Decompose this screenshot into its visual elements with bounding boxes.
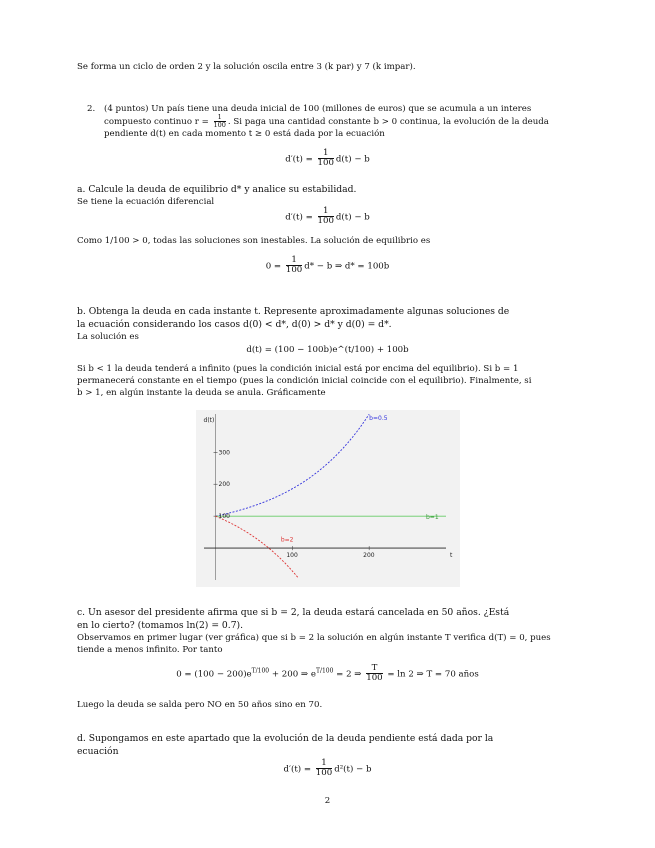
series-label-0: b=0.5 [369,415,388,422]
section-b-text3: permanecerá constante en el tiempo (pues la condición inicial coincide con el equilibrio). Finalmente, si [77,376,532,386]
section-a-text1: Se tiene la ecuación diferencial [77,197,215,207]
question-2-line2 [104,114,578,129]
section-a-text2: Como 1/100 > 0, todas las soluciones son inestables. La solución de equilibrio es [77,236,431,246]
section-c-title1: c. Un asesor del presidente afirma que si b = 2, la deuda estará cancelada en 50 años. ¿Está [77,607,510,618]
section-b-title2: la ecuación considerando los casos d(0) < d*, d(0) > d* y d(0) = d*. [77,319,392,330]
question-2-line3: pendiente d(t) en cada momento t ≥ 0 está dada por la ecuación [104,129,385,139]
y-axis-label: d(t) [203,417,215,424]
section-c-text2: tiende a menos infinito. Por tanto [77,645,223,655]
x-axis-label: t [450,552,453,560]
equation-2: d′(t) = $\frac{1}{100}$ d(t) − b [285,206,370,227]
chart-background [196,410,460,587]
y-tick-label: 300 [218,449,230,457]
section-c-text1: Observamos en primer lugar (ver gráfica) que si b = 2 la solución en algún instante T verifica d(T) = 0, pues [77,633,551,643]
equation-5: $0 = (100 - 200)e^{T/100} + 200$ ⇒ $e^{T/100} = 2$ ⇒ $\frac{T}{100}$ = ln 2 ⇒ T = 70 años [176,663,479,684]
section-a-title: a. Calcule la deuda de equilibrio d* y analice su estabilidad. [77,184,357,195]
section-d-title1: d. Supongamos en este apartado que la evolución de la deuda pendiente está dada por la [77,733,494,744]
solutions-chart [196,410,460,587]
section-c-text3: Luego la deuda se salda pero NO en 50 años sino en 70. [77,700,323,710]
section-b-text2: Si b < 1 la deuda tenderá a infinito (pues la condición inicial está por encima del equilibrio). Si b = 1 [77,364,519,374]
equation-6: d′(t) = $\frac{1}{100}$ d²(t) − b [283,758,372,779]
question-2-line1: (4 puntos) Un país tiene una deuda inicial de 100 (millones de euros) que se acumula a un interes [104,104,532,114]
x-tick-label: 200 [363,552,375,560]
section-b-text1: La solución es [77,332,139,342]
x-tick-label: 100 [286,552,298,560]
q2-text: compuesto continuo r = [104,117,212,128]
section-b-text4: b > 1, en algún instante la deuda se anula. Gráficamente [77,388,326,398]
section-d-title2: ecuación [77,746,119,757]
y-tick-label: 100 [218,513,230,521]
equation-4: d(t) = (100 − 100b)e^(t/100) + 100b [246,345,409,355]
equation-3: 0 = $\frac{1}{100}$ d* − b ⇒ d* = 100b [265,255,390,276]
page-number: 2 [324,796,331,806]
series-label-2: b=2 [280,536,294,544]
question-number: 2. [87,104,96,114]
q2-text: . Si paga una cantidad constante b > 0 continua, la evolución de la deuda [227,117,549,128]
rate-fraction: $\frac{1}{100}$ [213,113,226,130]
section-c-title2: en lo cierto? (tomamos ln(2) = 0.7). [77,620,244,631]
series-label-1: b=1 [426,514,439,522]
section-b-title1: b. Obtenga la deuda en cada instante t. Represente aproximadamente algunas soluciones de [77,306,510,317]
y-tick-label: 200 [218,481,230,489]
equation-1: d′(t) = $\frac{1}{100}$ d(t) − b [285,148,370,169]
paragraph-cycle: Se forma un ciclo de orden 2 y la solución oscila entre 3 (k par) y 7 (k impar). [77,62,416,72]
